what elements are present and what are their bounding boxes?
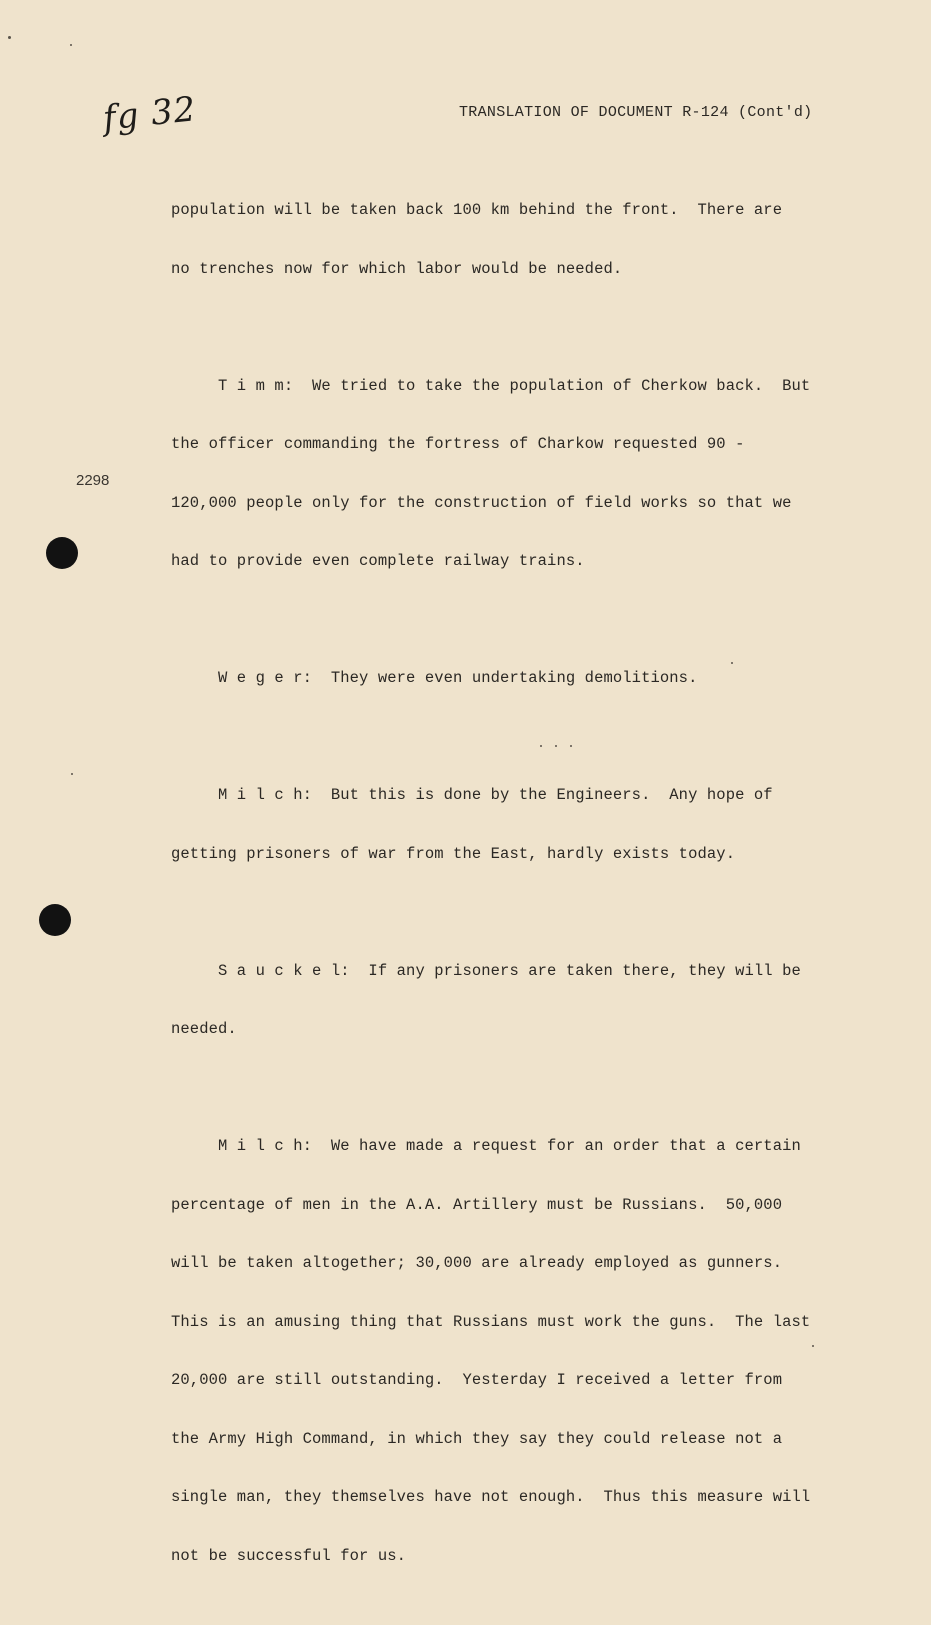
text-line: 20,000 are still outstanding. Yesterday I received a letter from (171, 1371, 783, 1389)
paragraph (171, 1098, 851, 1605)
text-line: the officer commanding the fortress of Charkow requested 90 - (171, 435, 745, 453)
margin-page-number: 2298 (76, 472, 110, 489)
punch-hole (39, 904, 71, 936)
document-body (171, 162, 851, 1625)
text-line: S a u c k e l: If any prisoners are taken there, they will be (171, 961, 801, 980)
paper-speck (731, 662, 733, 664)
text-line: no trenches now for which labor would be needed. (171, 259, 623, 278)
paper-speck (540, 745, 542, 747)
text-line: had to provide even complete railway trains. (171, 552, 585, 570)
paragraph (171, 630, 851, 728)
paragraph (171, 923, 851, 1079)
text-line: 120,000 people only for the construction of field works so that we (171, 493, 792, 512)
text-line: M i l c h: But this is done by the Engineers. Any hope of (171, 786, 773, 804)
text-line: M i l c h: We have made a request for an order that a certain (171, 1137, 801, 1155)
text-line: percentage of men in the A.A. Artillery must be Russians. 50,000 (171, 1195, 783, 1214)
paper-speck (8, 36, 11, 39)
text-line: population will be taken back 100 km behind the front. There are (171, 201, 783, 219)
paragraph (171, 162, 851, 318)
text-line: single man, they themselves have not enough. Thus this measure will (171, 1488, 811, 1506)
text-line: the Army High Command, in which they say they could release not a (171, 1429, 783, 1448)
text-line: W e g e r: They were even undertaking demolitions. (171, 669, 698, 687)
document-header: TRANSLATION OF DOCUMENT R-124 (Cont'd) (459, 104, 813, 121)
paper-speck (555, 745, 557, 747)
paper-speck (570, 745, 572, 747)
handwritten-page-mark: fg 32 (101, 89, 199, 139)
text-line: needed. (171, 1020, 237, 1038)
paper-speck (71, 773, 73, 775)
paragraph (171, 338, 851, 611)
paper-speck (812, 1345, 814, 1347)
text-line: not be successful for us. (171, 1546, 407, 1565)
paper-speck (70, 44, 72, 46)
text-line: getting prisoners of war from the East, hardly exists today. (171, 844, 736, 863)
paragraph (171, 747, 851, 903)
punch-hole (46, 537, 78, 569)
text-line: T i m m: We tried to take the population of Cherkow back. But (171, 376, 811, 395)
text-line: will be taken altogether; 30,000 are already employed as gunners. (171, 1254, 783, 1272)
text-line: This is an amusing thing that Russians must work the guns. The last (171, 1312, 811, 1331)
